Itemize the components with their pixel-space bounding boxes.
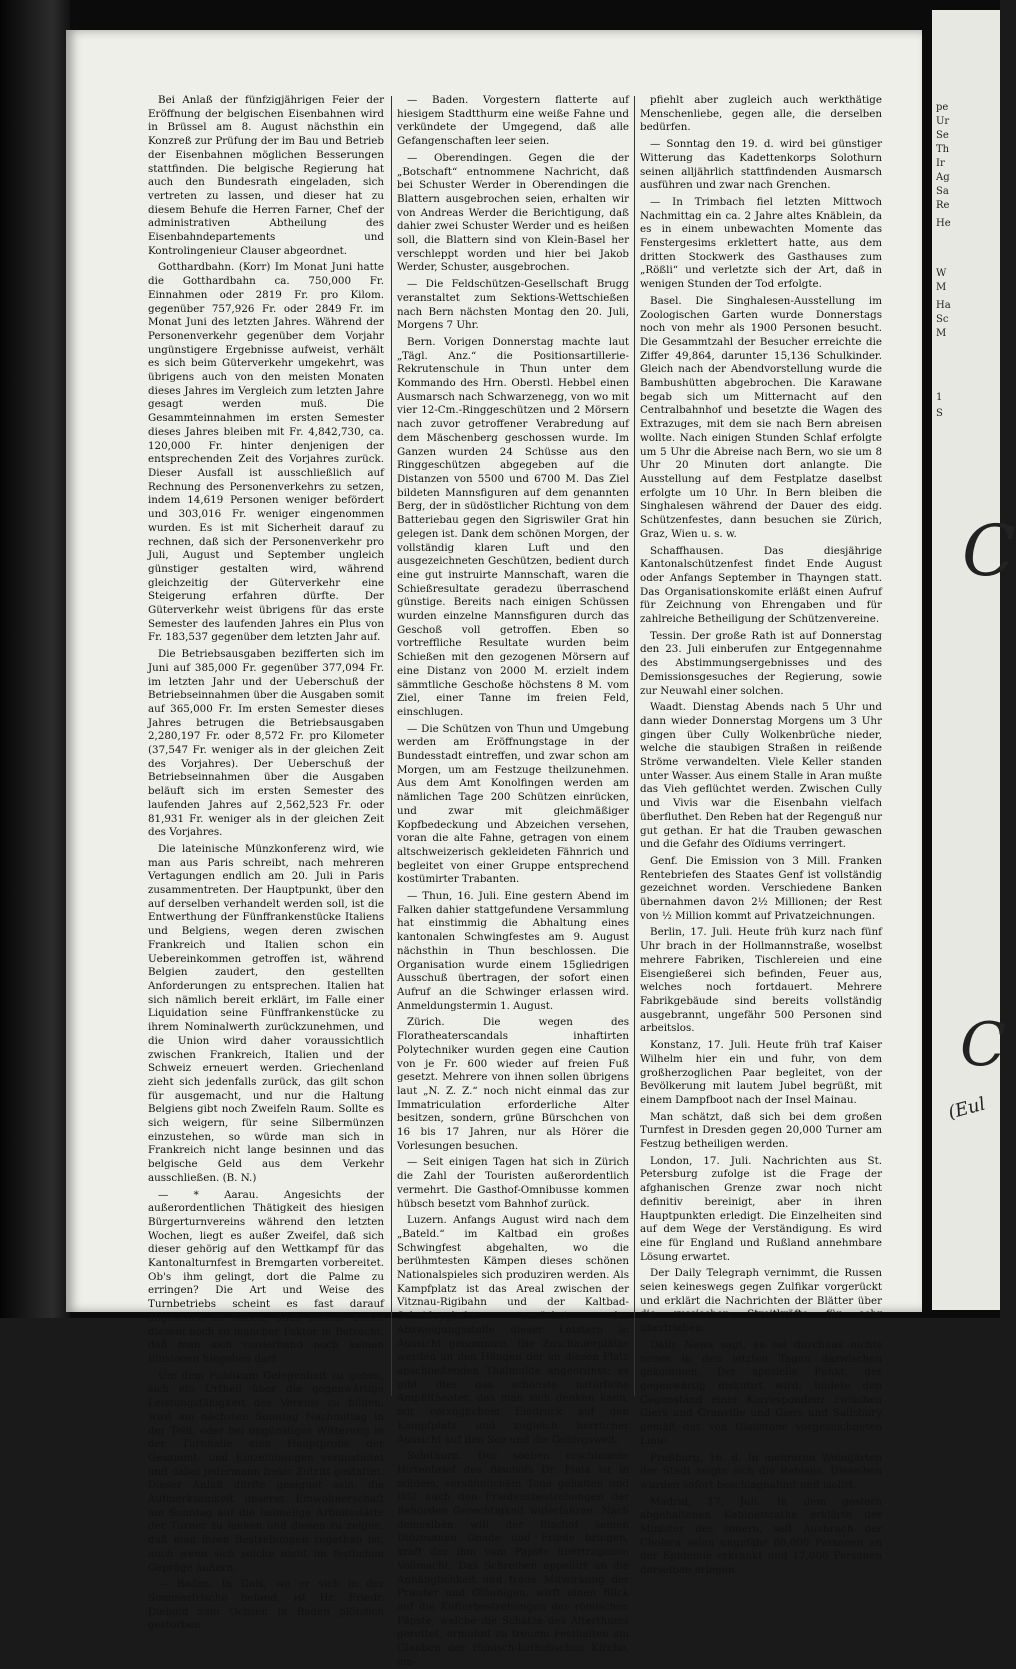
- paragraph: — Sonntag den 19. d. wird bei günstiger Witterung das Kadettenkorps Solothurn seinen alljährlich stattfindenden Ausmarsch ausführen und zwar nach Grenchen.: [640, 138, 882, 192]
- paragraph: Zürich. Die wegen des Floratheaterscandals inhaftirten Polytechniker wurden gegen eine Caution von je Fr. 600 wieder auf freien Fuß gesetzt. Mehrere von ihnen sollen übrigens laut „N. Z. Z.“ noch nicht einmal das zur Immatriculation erforderliche Alter besitzen, sondern, grüne Bürschchen von 16 bis 17 Jahren, nur als Hörer die Vorlesungen besuchen.: [397, 1016, 629, 1152]
- paragraph: London, 17. Juli. Nachrichten aus St. Petersburg zufolge ist die Frage der afghanischen Grenze zwar noch nicht definitiv bereinigt, aber in ihren Hauptpunkten erledigt. Die Einzelheiten sind auf dem Wege der Verständigung. Es wird eine für England und Rußland annehmbare Lösung erwartet.: [640, 1154, 882, 1263]
- handwritten-note: (Eul: [945, 1093, 988, 1124]
- paragraph: — Baden. In Gais, wo er sich in der Sommerfrische befand, ist Hr. Friedr. Diebold zum Ochsen in Baden plötzlich gestorben.: [148, 1578, 384, 1632]
- handwritten-mark: C: [962, 510, 1016, 592]
- column-rule: [391, 96, 392, 1396]
- margin-fragment: Ur: [936, 116, 950, 127]
- paragraph: Gotthardbahn. (Korr) Im Monat Juni hatte die Gotthardbahn ca. 750,000 Fr. Einnahmen oder 2819 Fr. pro Kilom. gegenüber 757,926 Fr. oder 2849 Fr. im Monat Juni des letzten Jahres. Während der Personenverkehr gegenüber dem Vorjahr ungünstigere Ergebnisse aufweist, verhält es sich beim Güterverkehr umgekehrt, was übrigens auch von den meisten Monaten dieses Jahres im Vergleich zum letzten Jahre gesagt werden muß. Die Gesammteinnahmen im ersten Semester dieses Jahres bleiben mit Fr. 4,842,730, ca. 120,000 Fr. hinter denjenigen der entsprechenden Zeit des Vorjahres zurück. Dieser Ausfall ist ausschließlich auf Rechnung des Personenverkehrs zu setzen, indem 14,619 Personen weniger befördert und 303,016 Fr. weniger eingenommen wurden. Es ist mit Sicherheit darauf zu rechnen, daß sich der Personenverkehr pro Juli, August und September ungleich günstiger gestalten wird, während gleichzeitig der Güterverkehr eine Steigerung erfahren dürfte. Der Güterverkehr weist übrigens für das erste Semester des laufenden Jahres ein Plus von Fr. 183,537 gegenüber dem letzten Jahr auf.: [148, 261, 384, 644]
- paragraph: — Oberendingen. Gegen die der „Botschaft“ entnommene Nachricht, daß bei Schuster Werder in Oberendingen die Blattern ausgebrochen seien, erhalten wir von Andreas Werder die Berichtigung, daß dahier zwei Schuster Werder und es heißen soll, die Blattern sind von Klein-Basel her verschleppt worden und hier bei Jakob Werder, Schuster, ausgebrochen.: [397, 151, 629, 274]
- paragraph: Waadt. Dienstag Abends nach 5 Uhr und dann wieder Donnerstag Morgens um 3 Uhr gingen über Cully Wolkenbrüche nieder, welche die staubigen Straßen in reißende Ströme verwandelten. Viele Keller standen unter Wasser. Aus einem Stalle in Aran mußte das Vieh geflüchtet werden. Zwischen Cully und Vivis war die Eisenbahn vielfach überfluthet. Den Reben hat der Regenguß nur gut gethan. Er hat die Trauben gewaschen und die Gefahr des Oïdiums verringert.: [640, 701, 882, 851]
- paragraph: Die lateinische Münzkonferenz wird, wie man aus Paris schreibt, nach mehreren Vertagungen endlich am 20. Juli in Paris zusammentreten. Der Hauptpunkt, über den auf derselben verhandelt werden soll, ist die Entwerthung der Fünffrankenstücke Italiens und Belgiens, wegen deren zwischen Frankreich und Italien schon ein Uebereinkommen getroffen ist, während Belgien zaudert, den gestellten Anforderungen zu entsprechen. Italien hat sich nämlich bereit erklärt, im Falle einer Liquidation seine Fünffrankenstücke zu ihrem Nominalwerth zurückzunehmen, und die Union wird daher voraussichtlich zwischen Frankreich, Italien und der Schweiz erneuert werden. Griechenland zieht sich jedenfalls zurück, das gilt schon für ausgemacht, und nur die Haltung Belgiens gibt noch Zweifeln Raum. Sollte es sich weigern, für seine Silbermünzen einzustehen, so würde man sich in Frankreich nicht lange besinnen und das belgische Geld aus dem Verkehr ausschließen. (B. N.): [148, 842, 384, 1184]
- column-rule: [634, 96, 635, 1396]
- paragraph: Solothurn. Der soeben erschienene Hirtenbrief des Bischofs Dr. Fiala ist in mildem, versöhnlichem Tone gehalten und läßt auch den Friedensbestrebungen der Behörden Gerechtigkeit widerfahren. Nach demselben will der Bischof seinen Diözesanen Gnade und Friede bringen, kraft der ihm vom Papste übertragenen Vollmacht. Das Schreiben appellirt an die Anhänglichkeit und treue Mitwirkung der Priester und Gläubigen, wirft einen Blick auf die Kulturbestrebungen der römischen Päpste, welche die Schätze des Alterthums gerettet, ermahnt zu treuem Festhalten am Glauben der römisch-katholischen Kirche, em-: [397, 1450, 629, 1668]
- paragraph: — In Trimbach fiel letzten Mittwoch Nachmittag ein ca. 2 Jahre altes Knäblein, da es in einem unbewachten Momente das Fenstergesims erklettert hatte, aus dem dritten Stockwerk des Gasthauses zum „Rößli“ und verletzte sich der Art, daß in wenigen Stunden der Tod erfolgte.: [640, 195, 882, 291]
- column-left: [148, 94, 384, 1632]
- margin-fragment: Ag: [936, 172, 950, 183]
- paragraph: Preßburg, 16. d. In mehreren Weingärten der Stadt zeigte sich die Reblaus. Dieselben wurden sofort beschlagnahmt und isolirt.: [640, 1451, 882, 1491]
- paragraph: Die Betriebsausgaben bezifferten sich im Juni auf 385,000 Fr. gegenüber 377,094 Fr. im letzten Jahr und der Ueberschuß der Betriebseinnahmen über die Ausgaben somit auf 365,000 Fr. Im ersten Semester dieses Jahres betrugen die Betriebsausgaben 2,280,197 Fr. oder 8,572 Fr. pro Kilometer (37,547 Fr. weniger als in der gleichen Zeit des Vorjahres). Der Ueberschuß der Betriebseinnahmen über die Ausgaben beläuft sich im ersten Semester des laufenden Jahres auf 2,562,523 Fr. oder 81,931 Fr. weniger als in der gleichen Zeit des Vorjahres.: [148, 648, 384, 839]
- column-middle: [397, 94, 629, 1668]
- paragraph: Berlin, 17. Juli. Heute früh kurz nach fünf Uhr brach in der Hollmannstraße, woselbst mehrere Fabriken, Tischlereien und eine Eisengießerei sich befinden, Feuer aus, welches noch fortdauert. Mehrere Fabrikgebäude sind bereits vollständig ausgebrannt, ungefähr 500 Personen sind arbeitslos.: [640, 926, 882, 1035]
- paragraph: Basel. Die Singhalesen-Ausstellung im Zoologischen Garten wurde Donnerstags noch von mehr als 1900 Personen besucht. Die Gesammtzahl der Besucher erreichte die Ziffer 49,864, darunter 15,136 Schulkinder. Gleich nach der Abendvorstellung wurde die Bambushütten abgebrochen. Die Karawane begab sich um Mitternacht auf den Centralbahnhof und besetzte die Wagen des Extrazuges, mit dem sie nach Bern abreisen wollte. Nach einigen Stunden Schlaf erfolgte um 5 Uhr die Abreise nach Bern, wo sie um 8 Uhr 20 Minuten dort anlangte. Die Ausstellung auf dem Festplatze daselbst erfolgte um 10 Uhr. In Bern bleiben die Singhalesen während der Dauer des eidg. Schützenfestes, dann besuchen sie Zürich, Graz, Wien u. s. w.: [640, 294, 882, 540]
- paragraph: — Die Feldschützen-Gesellschaft Brugg veranstaltet zum Sektions-Wettschießen nach Bern nächsten Montag den 20. Juli, Morgens 7 Uhr.: [397, 278, 629, 332]
- paragraph: Um dem Publikum Gelegenheit zu geben, sich ein Urtheil über die gegenwärtige Leistungsfähigkeit des Vereins zu bilden, wird am nächsten Sonntag Nachmittag in der Telli, oder bei ungünstiger Witterung in der Turnhalle eine Hauptprobe der Gesammt- und Einzelübungen veranstaltet und dabei Jedermann freier Zutritt gestattet. Dieser Anlaß dürfte geeignet sein, die Aufmerksamkeit unserer Einwohnerschaft am Sonntag auf die heimelige Arbeitsstätte der Turner zu lenken und diesen zu zeigen, daß man ihren Bestrebungen zugethan ist, auch wenn sich solche nicht im festlichen Gepräge äußern.: [148, 1369, 384, 1574]
- margin-fragment: S: [936, 408, 943, 419]
- paragraph: — Baden. Vorgestern flatterte auf hiesigem Stadtthurm eine weiße Fahne und verkündete der Umgegend, daß alle Gefangenschaften leer seien.: [397, 94, 629, 148]
- paragraph: Bei Anlaß der fünfzigjährigen Feier der Eröffnung der belgischen Eisenbahnen wird in Brüssel am 8. August nächsthin ein Konzreß zur Prüfung der im Bau und Betrieb der Eisenbahnen möglichen Besserungen stattfinden. Die belgische Regierung hat auch den Bundesrath eingeladen, sich vertreten zu lassen, und dieser hat zu diesem Behufe die Herren Farner, Chef der administrativen Abtheilung des Eisenbahndepartements und Kontrolingenieur Clauser abgeordnet.: [148, 94, 384, 257]
- paragraph: Konstanz, 17. Juli. Heute früh traf Kaiser Wilhelm hier ein und fuhr, von dem großherzoglichen Paar begleitet, von der Bevölkerung mit lautem Jubel begrüßt, mit einem Dampfboot nach der Insel Mainau.: [640, 1039, 882, 1106]
- paragraph: — Thun, 16. Juli. Eine gestern Abend im Falken dahier stattgefundene Versammlung hat einstimmig die Abhaltung eines kantonalen Schwingfestes am 9. August nächsthin in Thun beschlossen. Die Organisation wurde einem 15gliedrigen Ausschuß übertragen, der sofort einen Aufruf an die Schwinger erlassen wird. Anmeldungstermin 1. August.: [397, 890, 629, 1012]
- paragraph: — * Aarau. Angesichts der außerordentlichen Thätigkeit des hiesigen Bürgerturnvereins während den letzten Wochen, liegt es außer Zweifel, daß sich dieser gehörig auf den Wettkampf für das Kantonalturnfest in Bremgarten vorbereitet. Ob's ihm gelingt, dort die Palme zu erringen? Die Art und Weise des Turnbetriebs scheint es fast darauf abgesehen zu haben; doch kommt außer diesem noch so mancher Faktor in Betracht, daß man sich vorderhand noch keinen Illusionen hingeben darf.: [148, 1188, 384, 1365]
- margin-fragment: Th: [936, 144, 950, 155]
- paragraph: Der Daily Telegraph vernimmt, die Russen seien keineswegs gegen Zulfikar vorgerückt und erklärt die Nachrichten der Blätter über die russischen Streitkräfte für sehr übertrieben.: [640, 1267, 882, 1335]
- book-spine: [0, 0, 70, 1318]
- handwritten-mark: C: [960, 1010, 1006, 1080]
- margin-fragment: pe: [936, 102, 949, 113]
- paragraph: Genf. Die Emission von 3 Mill. Franken Rentebriefen des Staates Genf ist vollständig gezeichnet worden. Verschiedene Banken übernahmen davon 2½ Millionen; der Rest von ½ Million kommt auf Privatzeichnungen.: [640, 854, 882, 922]
- margin-fragment: He: [936, 218, 951, 229]
- column-right: [640, 94, 882, 1577]
- paragraph: — Seit einigen Tagen hat sich in Zürich die Zahl der Touristen außerordentlich vermehrt. Die Gasthof-Omnibusse kommen hübsch besetzt vom Bahnhof zurück.: [397, 1156, 629, 1210]
- margin-fragment: Re: [936, 200, 950, 211]
- paragraph: Tessin. Der große Rath ist auf Donnerstag den 23. Juli einberufen zur Entgegennahme des Abstimmungsergebnisses und des Demissionsgesuches der Regierung, sowie zur Neuwahl einer solchen.: [640, 629, 882, 697]
- paragraph: Luzern. Anfangs August wird nach dem „Bateld.“ im Kaltbad ein großes Schwingfest abgehalten, wo die berühmtesten Kämpen dieses schönen Nationalspieles sich produziren werden. Als Kampfplatz ist das Areal zwischen der Vitznau-Rigibahn und der Kaltbad-Scheideggbahn zunächst der Abzweigungsstelle dieser Letztern in Aussicht genommen. Die Zuschauerplätze werden an den Hängen der an diesen Platz anschließenden Thalmulde angeordnet; es gibt dies das schönste natürliche Amphitheater, das man sich denken kann, mit vorzüglichem Eindruck auf den Kampfplatz und zugleich herrlicher Aussicht auf den See und die Gebirgswelt.: [397, 1214, 629, 1446]
- margin-fragment: Se: [936, 130, 949, 141]
- paragraph: Bern. Vorigen Donnerstag machte laut „Tägl. Anz.“ die Positionsartillerie-Rekrutenschule in Thun unter dem Kommando des Hrn. Oberstl. Hebbel einen Ausmarsch nach Schwarzenegg, von wo mit vier 12-Cm.-Ringgeschützen und 2 Mörsern nach zuvor getroffener Verabredung auf dem Mäschenberg geschossen wurde. Im Ganzen wurden 24 Schüsse aus den Ringgeschützen abgegeben auf die Distanzen von 5500 und 6700 M. Das Ziel bildeten Mannsfiguren auf dem genannten Berg, der in südöstlicher Richtung von dem Batteriebau gegen den Sigriswiler Grat hin gelegen ist. Dank dem schönen Morgen, der vollständig klaren Luft und den ausgezeichneten Geschützen, bedient durch eine gut instruirte Mannschaft, waren die Schießresultate geradezu überraschend günstige. Bereits nach einigen Schüssen wurden einzelne Mannsfiguren durch das Geschoß voll getroffen. Eben so vortreffliche Resultate wurden beim Schießen mit den gezogenen Mörsern auf eine Distanz von 2000 M. erzielt indem sämmtliche Geschoße höchstens 8 M. vom Ziel, einer Tanne im freien Feld, einschlugen.: [397, 335, 629, 718]
- paragraph: Schaffhausen. Das diesjährige Kantonalschützenfest findet Ende August oder Anfangs September in Thayngen statt. Das Organisationskomite erläßt einen Aufruf für Zeichnung von Ehrengaben und für zahlreiche Betheiligung der Schützenvereine.: [640, 544, 882, 626]
- paragraph: pfiehlt aber zugleich auch werkthätige Menschenliebe, gegen alle, die derselben bedürfen.: [640, 94, 882, 134]
- paragraph: Madrid, 17. Juli. In dem gestern abgehaltenen Kabinetsrathe erklärte der Minister des Innern, seit Ausbruch der Cholera seien ungefähr 60,000 Personen an der Epidemie erkrankt und 17,000 Personen derselben erlegen.: [640, 1495, 882, 1577]
- margin-fragment: Ir: [936, 158, 945, 169]
- margin-fragment: Sc: [936, 314, 949, 325]
- paragraph: Daily News sagt, es sei durchaus nichts neues in den letzten Tagen dazwischen gekommen. Der spezielle Punkt, der gegenwärtig diskutirt wird, bildete den Gegenstand einer Korrespondenz zwischen Giers und Granville und Giers und Salisbury gemäß der von Gladstone vorgezeichneten Linie.: [640, 1338, 882, 1447]
- margin-fragment: M: [936, 282, 947, 293]
- margin-fragment: M: [936, 328, 947, 339]
- paragraph: — Die Schützen von Thun und Umgebung werden am Eröffnungstage in der Bundesstadt eintreffen, und zwar schon am Morgen, um am Festzuge theilzunehmen. Aus dem Amt Konolfingen werden am nämlichen Tage 200 Schützen einrücken, und zwar mit gleichmäßiger Kopfbedeckung und Abzeichen versehen, voran die alte Fahne, getragen von einem altschweizerisch gekleideten Fähnrich und begleitet von einer Gruppe entsprechend kostümirter Trabanten.: [397, 722, 629, 886]
- margin-fragment: 1: [936, 392, 943, 403]
- margin-fragment: Sa: [936, 186, 949, 197]
- margin-fragment: W: [936, 268, 947, 279]
- margin-fragment: Ha: [936, 300, 951, 311]
- paragraph: Man schätzt, daß sich bei dem großen Turnfest in Dresden gegen 20,000 Turner am Festzug betheiligen werden.: [640, 1110, 882, 1151]
